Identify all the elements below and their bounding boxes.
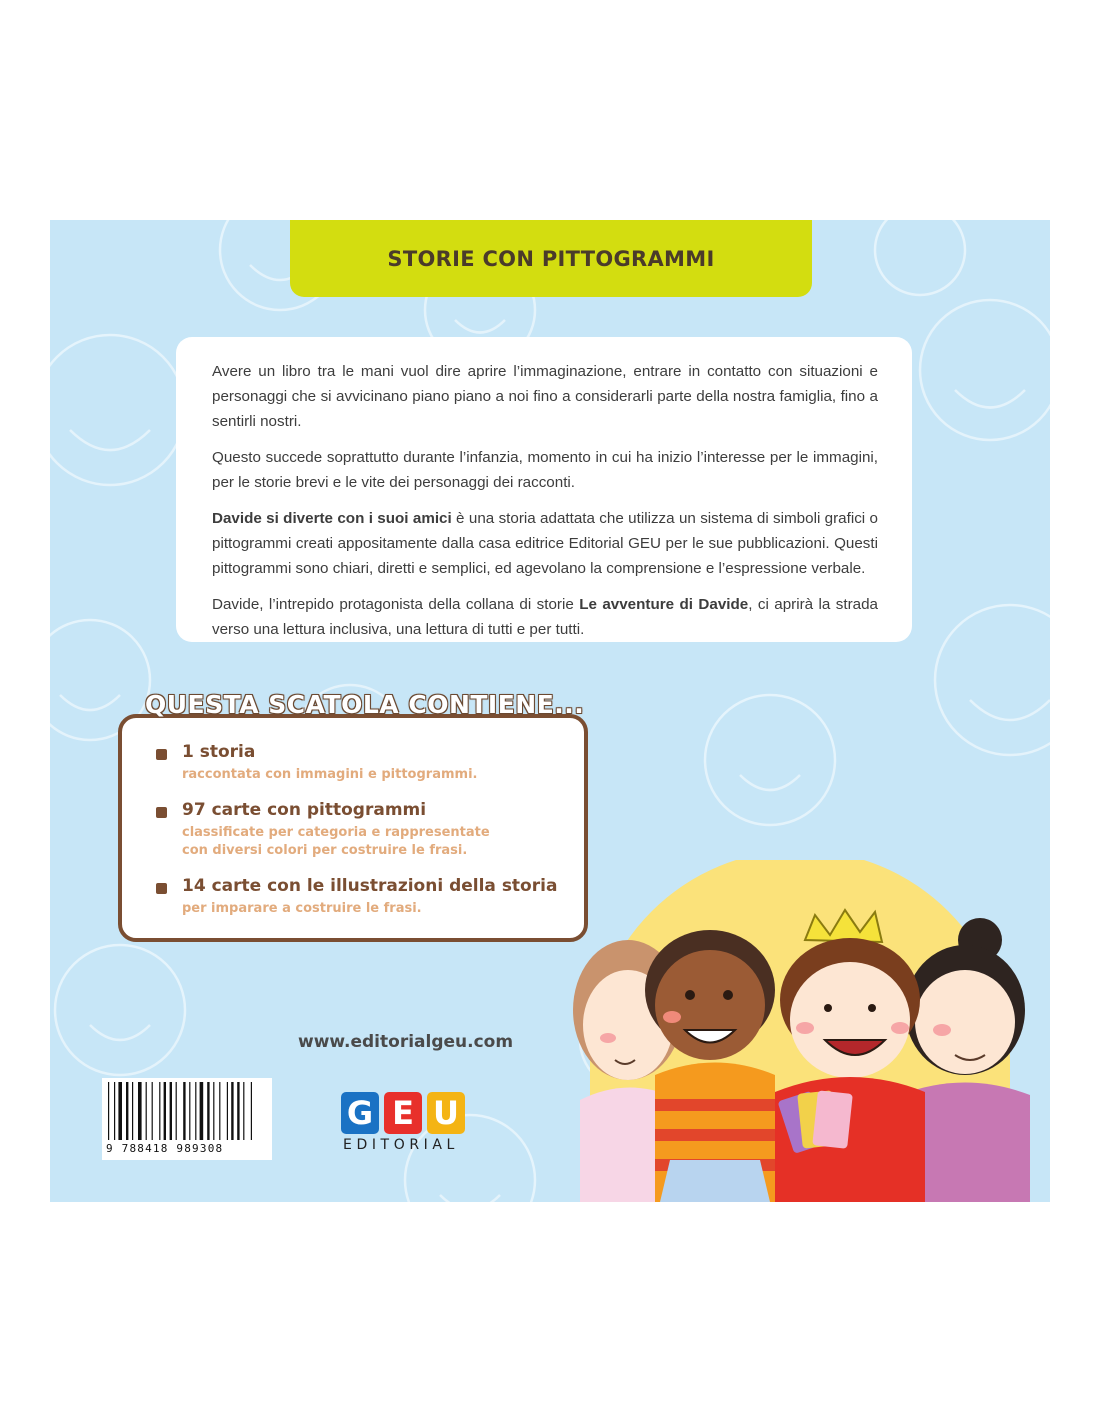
contents-heading: QUESTA SCATOLA CONTIENE... bbox=[145, 690, 585, 719]
intro-paragraph-3-text: è una storia adattata che utilizza un sistema di simboli grafici o pittogrammi creati appositamente dalla casa editrice Editorial GEU per le sue pubblicazioni. Questi pittogrammi sono chiari, diretti e semplici, ed agevolano la comprensione e l’espressione verbale. bbox=[212, 510, 878, 577]
logo-subtitle: EDITORIAL bbox=[343, 1137, 459, 1153]
item-title: 14 carte con le illustrazioni della storia bbox=[182, 876, 558, 896]
item-description-line-1: classificate per categoria e rappresentate bbox=[182, 825, 490, 840]
intro-paragraph-1: Avere un libro tra le mani vuol dire aprire l’immaginazione, entrare in contatto con situazioni e personaggi che si avvicinano piano piano a noi fino a considerarli parte della nostra famiglia, fino a sentirli nostri. bbox=[212, 363, 878, 430]
logo-letter-e: E bbox=[384, 1092, 422, 1134]
intro-paragraph-4-start: Davide, l’intrepido protagonista della collana di storie bbox=[212, 596, 580, 613]
item-description-line-2: con diversi colori per costruire le frasi. bbox=[182, 843, 468, 858]
bullet-square-icon bbox=[156, 749, 167, 760]
intro-paragraph-3 bbox=[212, 506, 878, 581]
logo-letter-u: U bbox=[427, 1092, 465, 1134]
barcode-number: 9 788418 989308 bbox=[106, 1142, 224, 1155]
intro-paragraph-4 bbox=[212, 592, 878, 642]
logo-letter-g: G bbox=[341, 1092, 379, 1134]
intro-paragraph-4-end: , ci aprirà la strada verso una lettura inclusiva, una lettura di tutti e per tutti. bbox=[212, 596, 878, 638]
item-description-line-1: raccontata con immagini e pittogrammi. bbox=[182, 767, 478, 782]
item-description-line-1: per imparare a costruire le frasi. bbox=[182, 901, 422, 916]
item-title: 97 carte con pittogrammi bbox=[182, 800, 427, 820]
website-link[interactable]: www.editorialgeu.com bbox=[298, 1032, 514, 1052]
barcode-icon bbox=[102, 1078, 272, 1142]
bullet-square-icon bbox=[156, 807, 167, 818]
page-title: STORIE CON PITTOGRAMMI bbox=[387, 246, 715, 271]
story-title: Davide si diverte con i suoi amici bbox=[212, 510, 452, 527]
intro-paragraph-2: Questo succede soprattutto durante l’infanzia, momento in cui ha inizio l’interesse per le immagini, per le storie brevi e le vite dei personaggi dei racconti. bbox=[212, 449, 878, 491]
item-title: 1 storia bbox=[182, 742, 256, 762]
contents-box bbox=[118, 714, 588, 942]
title-banner bbox=[290, 220, 812, 297]
publisher-logo bbox=[341, 1092, 471, 1162]
item-description bbox=[182, 766, 477, 784]
children-illustration bbox=[560, 860, 1050, 1202]
bullet-square-icon bbox=[156, 883, 167, 894]
series-title: Le avventure di Davide bbox=[579, 596, 749, 613]
intro-text-box bbox=[176, 337, 912, 642]
item-description bbox=[182, 900, 422, 918]
book-back-cover bbox=[50, 220, 1050, 1202]
item-description bbox=[182, 824, 490, 860]
barcode bbox=[102, 1078, 272, 1160]
